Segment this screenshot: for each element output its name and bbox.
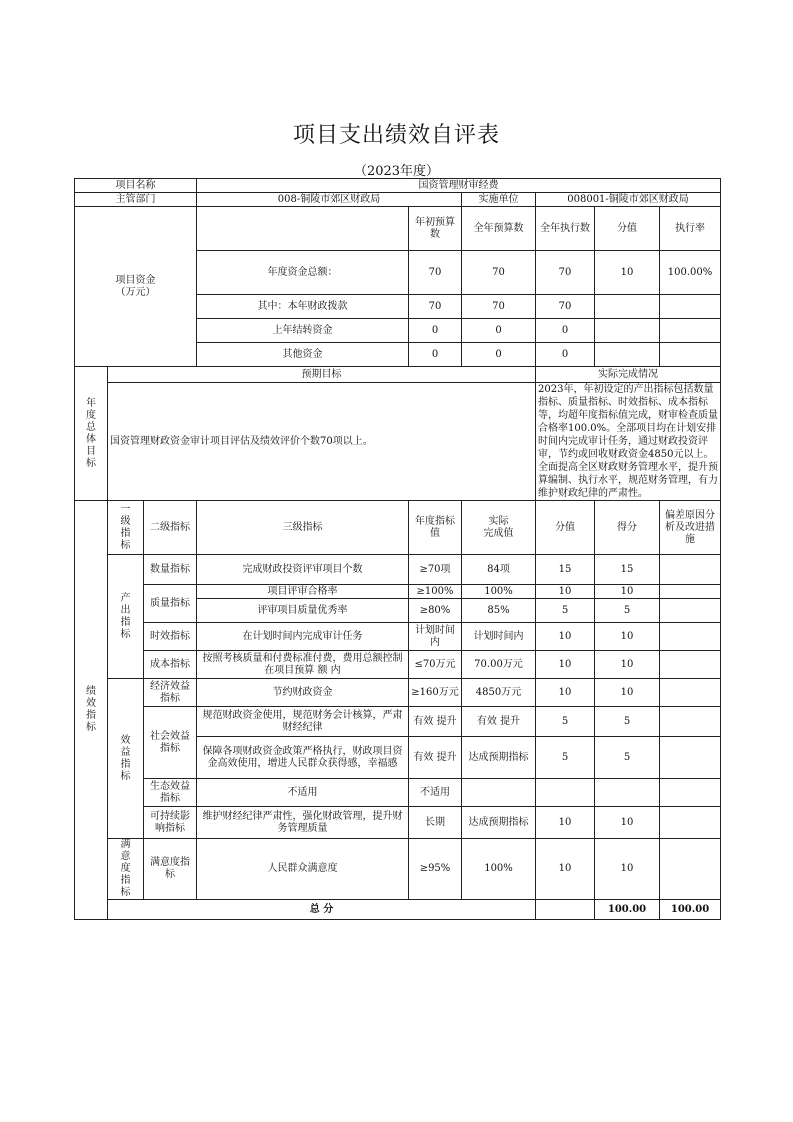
indicator-score bbox=[595, 779, 660, 807]
indicator-score: 5 bbox=[595, 707, 660, 737]
indicator-score-value: 10 bbox=[536, 839, 595, 900]
funds-executed: 70 bbox=[536, 251, 595, 295]
evaluation-table bbox=[74, 178, 721, 920]
indicator-actual: 100% bbox=[462, 585, 536, 599]
indicator-deviation bbox=[660, 599, 721, 623]
expected-goal: 国资管理财政资金审计项目评估及绩效评价个数70项以上。 bbox=[108, 383, 536, 501]
project-name-row bbox=[75, 179, 721, 193]
funds-initial: 70 bbox=[409, 251, 462, 295]
indicator-row bbox=[75, 585, 721, 599]
output-label: 产 出 指 标 bbox=[108, 555, 144, 679]
indicator-score: 10 bbox=[595, 839, 660, 900]
funds-executed: 70 bbox=[536, 295, 595, 319]
overall-label: 年 度 总 体 目 标 bbox=[75, 367, 108, 501]
indicator-row bbox=[75, 651, 721, 679]
indicator-actual: 100% bbox=[462, 839, 536, 900]
level2-social: 社会效益指标 bbox=[144, 707, 197, 779]
indicator-name: 保障各项财政资金政策严格执行，财政项目资金高效使用，增进人民群众获得感，幸福感 bbox=[197, 737, 409, 779]
funds-rate bbox=[660, 343, 721, 367]
total-score-value: 100.00 bbox=[595, 900, 660, 920]
indicator-target: 长期 bbox=[409, 807, 462, 839]
indicator-name: 维护财经纪律严肃性，强化财政管理，提升财务管理质量 bbox=[197, 807, 409, 839]
indicator-score-value: 10 bbox=[536, 679, 595, 707]
indicator-deviation bbox=[660, 585, 721, 599]
perf-col-deviation: 偏差原因分析及改进措施 bbox=[660, 501, 721, 555]
indicator-name: 完成财政投资评审项目个数 bbox=[197, 555, 409, 585]
indicator-deviation bbox=[660, 679, 721, 707]
funds-rate bbox=[660, 319, 721, 343]
indicator-score-value: 5 bbox=[536, 737, 595, 779]
indicator-target: 有效 提升 bbox=[409, 707, 462, 737]
funds-score-value bbox=[595, 343, 660, 367]
perf-col-score: 得分 bbox=[595, 501, 660, 555]
indicator-name: 不适用 bbox=[197, 779, 409, 807]
indicator-row bbox=[75, 707, 721, 737]
indicator-name: 规范财政资金使用，规范财务会计核算，严肃财经纪律 bbox=[197, 707, 409, 737]
total-score: 100.00 bbox=[660, 900, 721, 920]
indicator-name: 人民群众满意度 bbox=[197, 839, 409, 900]
perf-label: 绩 效 指 标 bbox=[75, 501, 108, 920]
funds-score-value bbox=[595, 319, 660, 343]
actual-header: 实际完成情况 bbox=[536, 367, 721, 383]
indicator-score: 10 bbox=[595, 679, 660, 707]
indicator-score: 10 bbox=[595, 585, 660, 599]
indicator-row bbox=[75, 679, 721, 707]
indicator-actual bbox=[462, 779, 536, 807]
indicator-deviation bbox=[660, 623, 721, 651]
perf-col-score-value: 分值 bbox=[536, 501, 595, 555]
page-title: 项目支出绩效自评表 bbox=[292, 123, 500, 148]
funds-rate bbox=[660, 295, 721, 319]
col-annual-executed: 全年执行数 bbox=[536, 207, 595, 251]
indicator-deviation bbox=[660, 707, 721, 737]
overall-header-row bbox=[75, 367, 721, 383]
funds-initial: 70 bbox=[409, 295, 462, 319]
funds-rate: 100.00% bbox=[660, 251, 721, 295]
indicator-score-value: 10 bbox=[536, 651, 595, 679]
indicator-name: 按照考核质量和付费标准付费，费用总额控制在项目预算 额 内 bbox=[197, 651, 409, 679]
dept-row bbox=[75, 193, 721, 207]
indicator-actual: 84项 bbox=[462, 555, 536, 585]
col-exec-rate: 执行率 bbox=[660, 207, 721, 251]
indicator-score: 10 bbox=[595, 651, 660, 679]
indicator-row bbox=[75, 839, 721, 900]
funds-label: 项目资金 （万元） bbox=[75, 207, 197, 367]
dept-value: 008-铜陵市郊区财政局 bbox=[197, 193, 462, 207]
indicator-score-value: 10 bbox=[536, 585, 595, 599]
overall-content-row bbox=[75, 383, 721, 501]
funds-executed: 0 bbox=[536, 343, 595, 367]
level2-satisfaction: 满意度指标 bbox=[144, 839, 197, 900]
indicator-actual: 70.00万元 bbox=[462, 651, 536, 679]
funds-annual: 70 bbox=[462, 295, 536, 319]
indicator-name: 评审项目质量优秀率 bbox=[197, 599, 409, 623]
benefit-label: 效 益 指 标 bbox=[108, 679, 144, 839]
indicator-target: ≥160万元 bbox=[409, 679, 462, 707]
perf-header-row bbox=[75, 501, 721, 555]
total-label: 总 分 bbox=[108, 900, 536, 920]
level2-sustainable: 可持续影响指标 bbox=[144, 807, 197, 839]
indicator-score: 5 bbox=[595, 737, 660, 779]
funds-annual: 70 bbox=[462, 251, 536, 295]
indicator-target: ≥100% bbox=[409, 585, 462, 599]
col-score-value: 分值 bbox=[595, 207, 660, 251]
indicator-name: 节约财政资金 bbox=[197, 679, 409, 707]
level2-economic: 经济效益指标 bbox=[144, 679, 197, 707]
indicator-actual: 85% bbox=[462, 599, 536, 623]
funds-blank-cell bbox=[197, 207, 409, 251]
funds-row-label: 其中：本年财政拨款 bbox=[197, 295, 409, 319]
year-label: （2023年度） bbox=[353, 164, 440, 179]
perf-col-target: 年度指标值 bbox=[409, 501, 462, 555]
indicator-target: ≥95% bbox=[409, 839, 462, 900]
impl-value: 008001-铜陵市郊区财政局 bbox=[536, 193, 721, 207]
dept-label: 主管部门 bbox=[75, 193, 197, 207]
indicator-target: ≥70项 bbox=[409, 555, 462, 585]
col-initial-budget: 年初预算数 bbox=[409, 207, 462, 251]
indicator-row bbox=[75, 623, 721, 651]
level2-quantity: 数量指标 bbox=[144, 555, 197, 585]
indicator-score-value: 5 bbox=[536, 599, 595, 623]
indicator-name: 项目评审合格率 bbox=[197, 585, 409, 599]
funds-row-label: 其他资金 bbox=[197, 343, 409, 367]
impl-label: 实施单位 bbox=[462, 193, 536, 207]
indicator-actual: 4850万元 bbox=[462, 679, 536, 707]
funds-initial: 0 bbox=[409, 343, 462, 367]
level2-quality: 质量指标 bbox=[144, 585, 197, 623]
indicator-target: 不适用 bbox=[409, 779, 462, 807]
indicator-actual: 有效 提升 bbox=[462, 707, 536, 737]
perf-col-actual: 实际 完成值 bbox=[462, 501, 536, 555]
indicator-row bbox=[75, 807, 721, 839]
level2-cost: 成本指标 bbox=[144, 651, 197, 679]
indicator-deviation bbox=[660, 651, 721, 679]
indicator-score-value: 10 bbox=[536, 623, 595, 651]
funds-executed: 0 bbox=[536, 319, 595, 343]
indicator-name: 在计划时间内完成审计任务 bbox=[197, 623, 409, 651]
col-annual-budget: 全年预算数 bbox=[462, 207, 536, 251]
satisfaction-label: 满 意 度 指 标 bbox=[108, 839, 144, 900]
indicator-score-value: 10 bbox=[536, 807, 595, 839]
indicator-deviation bbox=[660, 807, 721, 839]
level2-timeliness: 时效指标 bbox=[144, 623, 197, 651]
perf-col-level2: 二级指标 bbox=[144, 501, 197, 555]
total-blank bbox=[536, 900, 595, 920]
indicator-deviation bbox=[660, 737, 721, 779]
indicator-actual: 达成预期指标 bbox=[462, 737, 536, 779]
funds-row-label: 上年结转资金 bbox=[197, 319, 409, 343]
level2-ecological: 生态效益指标 bbox=[144, 779, 197, 807]
indicator-deviation bbox=[660, 839, 721, 900]
funds-score-value: 10 bbox=[595, 251, 660, 295]
perf-col-level3: 三级指标 bbox=[197, 501, 409, 555]
indicator-score: 15 bbox=[595, 555, 660, 585]
project-name-value: 国资管理财审经费 bbox=[197, 179, 721, 193]
indicator-target: ≤70万元 bbox=[409, 651, 462, 679]
indicator-score: 10 bbox=[595, 623, 660, 651]
project-name-label: 项目名称 bbox=[75, 179, 197, 193]
indicator-row bbox=[75, 555, 721, 585]
funds-initial: 0 bbox=[409, 319, 462, 343]
indicator-score-value: 5 bbox=[536, 707, 595, 737]
actual-completion: 2023年，年初设定的产出指标包括数量 指标、质量指标、时效指标、成本指标 等，均超年度指标值完成，财审检查质量合格率100.0%。全部项目均在计划安排时间内完成审计任务，通过财政投资评审，节约或回收财政资金4850元以上。全面提高全区财政财务管理水平，提升预算编制、执行水平，规范财务管理，有力维护财政纪律的严肃性。 bbox=[536, 383, 721, 501]
funds-header-row bbox=[75, 207, 721, 251]
funds-annual: 0 bbox=[462, 319, 536, 343]
indicator-score: 10 bbox=[595, 807, 660, 839]
total-row bbox=[75, 900, 721, 920]
indicator-row bbox=[75, 779, 721, 807]
indicator-score: 5 bbox=[595, 599, 660, 623]
indicator-target: ≥80% bbox=[409, 599, 462, 623]
indicator-score-value: 15 bbox=[536, 555, 595, 585]
perf-col-level1: 一 级 指 标 bbox=[108, 501, 144, 555]
funds-annual: 0 bbox=[462, 343, 536, 367]
funds-score-value bbox=[595, 295, 660, 319]
indicator-deviation bbox=[660, 779, 721, 807]
funds-row-label: 年度资金总额： bbox=[197, 251, 409, 295]
indicator-score-value bbox=[536, 779, 595, 807]
indicator-actual: 计划时间内 bbox=[462, 623, 536, 651]
indicator-target: 有效 提升 bbox=[409, 737, 462, 779]
indicator-deviation bbox=[660, 555, 721, 585]
expected-header: 预期目标 bbox=[108, 367, 536, 383]
indicator-actual: 达成预期指标 bbox=[462, 807, 536, 839]
indicator-target: 计划时间内 bbox=[409, 623, 462, 651]
